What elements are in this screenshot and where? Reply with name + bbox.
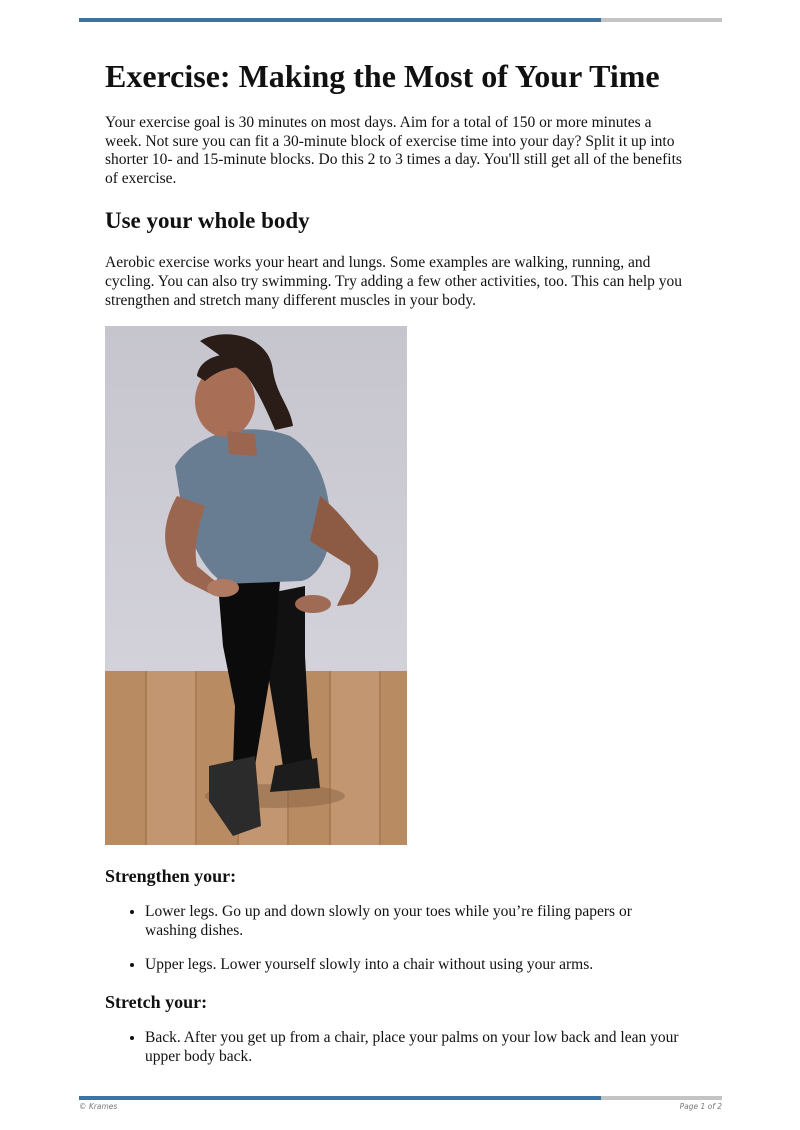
- top-divider-bar: [79, 18, 722, 22]
- strengthen-heading: Strengthen your:: [105, 866, 237, 887]
- document-body: [105, 56, 685, 1082]
- list-item: • Back. After you get up from a chair, place your palms on your low back and lean your upper body back.: [145, 1029, 685, 1066]
- section-paragraph: Aerobic exercise works your heart and lungs. Some examples are walking, running, and cycling. You can also try swimming. Try adding a few other activities, too. This can help you strengthen and stretch many different muscles in your body.: [105, 254, 683, 309]
- divider-accent: [79, 1096, 601, 1100]
- list-item: • Upper legs. Lower yourself slowly into a chair without using your arms.: [145, 956, 685, 975]
- footer-copyright: © Krames: [79, 1102, 118, 1111]
- divider-secondary: [601, 1096, 722, 1100]
- divider-accent: [79, 18, 601, 22]
- exercise-photo: [105, 326, 407, 845]
- bottom-divider-bar: [79, 1096, 722, 1100]
- strengthen-list: [105, 903, 685, 975]
- page-title: Exercise: Making the Most of Your Time: [105, 58, 660, 94]
- list-item: • Lower legs. Go up and down slowly on your toes while you’re filing papers or washing dishes.: [145, 903, 685, 940]
- stretch-heading: Stretch your:: [105, 991, 208, 1012]
- footer-page-number: Page 1 of 2: [679, 1102, 722, 1111]
- woman-stretching-illustration: [105, 326, 407, 845]
- section-heading: Use your whole body: [105, 208, 310, 234]
- stretch-list: [105, 1029, 685, 1066]
- divider-secondary: [601, 18, 722, 22]
- intro-paragraph: Your exercise goal is 30 minutes on most days. Aim for a total of 150 or more minutes a week. Not sure you can fit a 30-minute block of exercise time into your day? Split it up into shorter 10- and 15-minute blocks. Do this 2 to 3 times a day. You'll still get all of the benefits of exercise.: [105, 114, 682, 187]
